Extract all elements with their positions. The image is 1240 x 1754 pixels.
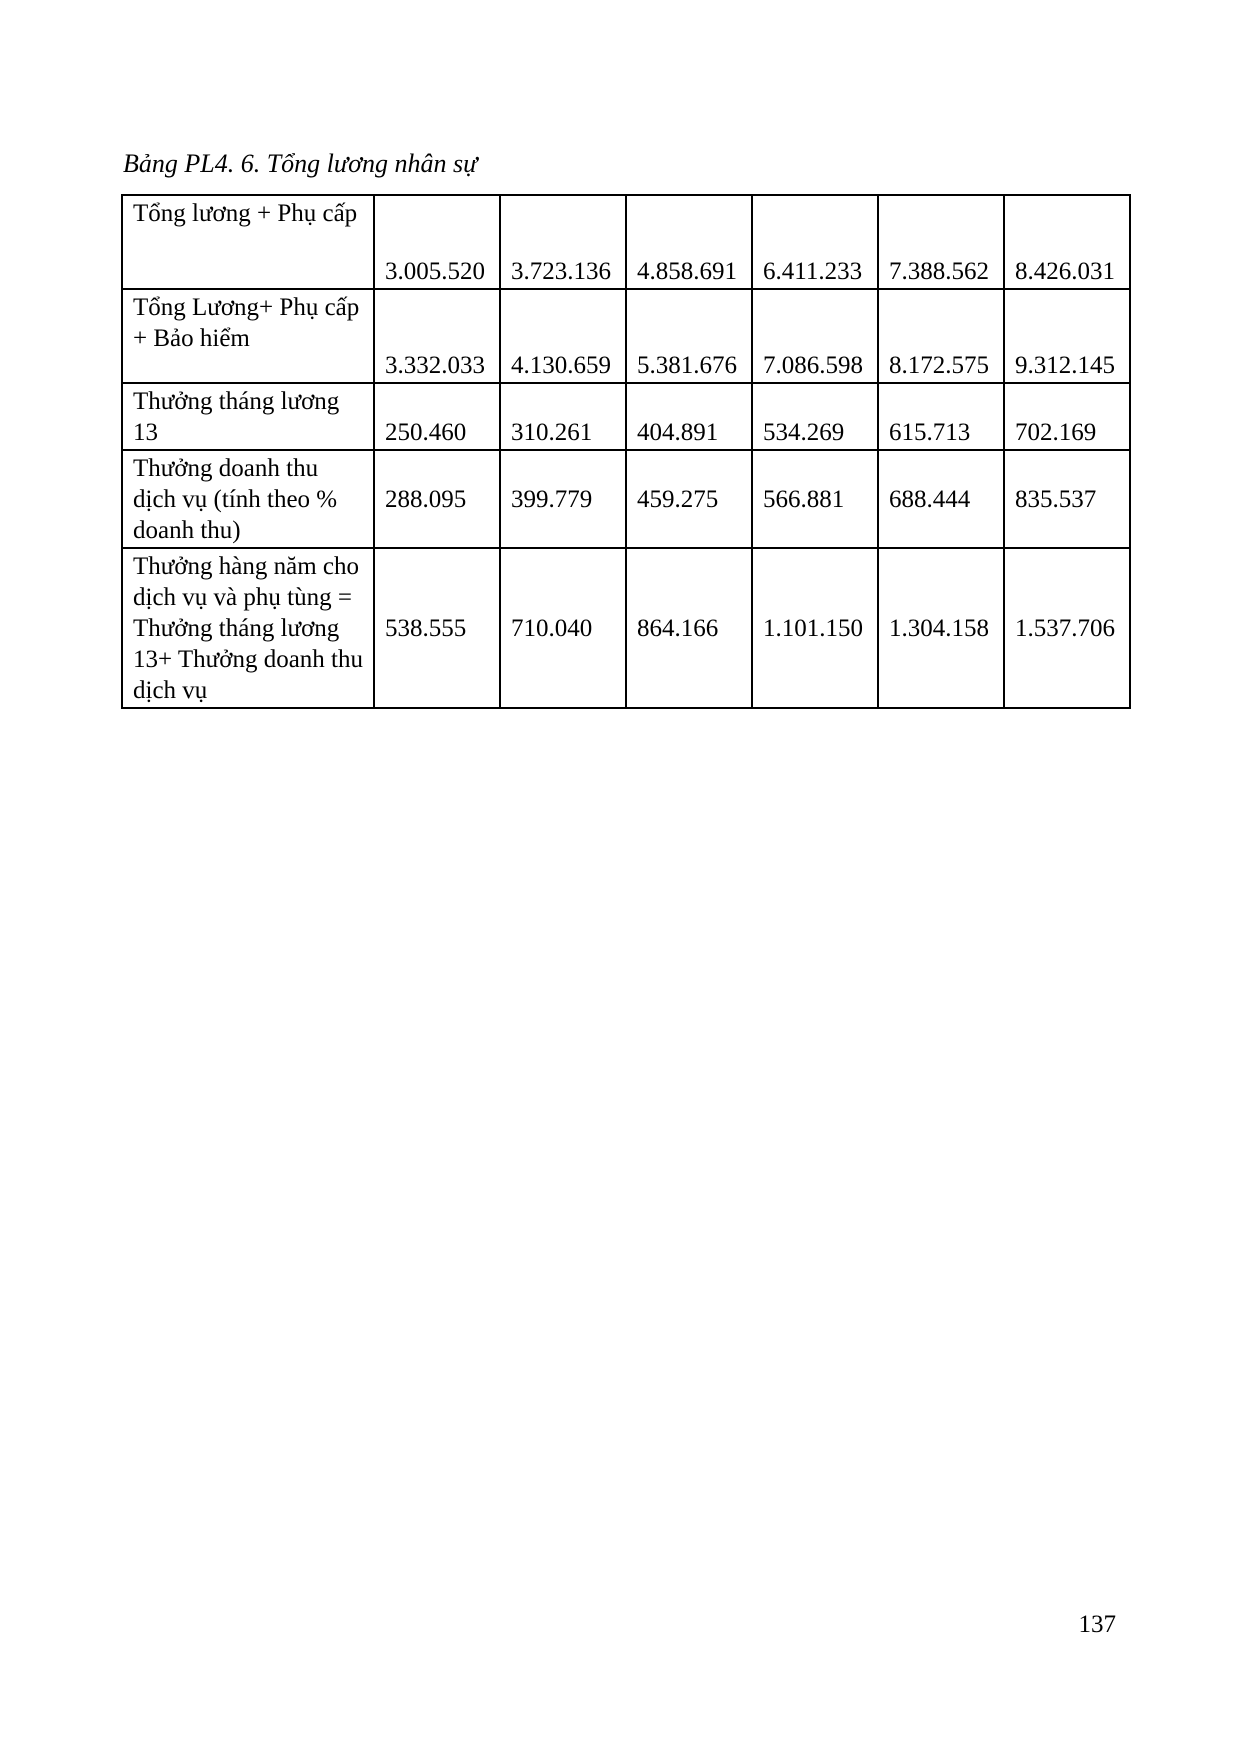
table-cell: 7.388.562 <box>878 195 1004 289</box>
table-cell: 4.130.659 <box>500 289 626 383</box>
table-row <box>122 450 1130 548</box>
table-caption: Bảng PL4. 6. Tổng lương nhân sự <box>123 149 478 178</box>
table-cell: 3.723.136 <box>500 195 626 289</box>
table-cell: 4.858.691 <box>626 195 752 289</box>
table-cell: 6.411.233 <box>752 195 878 289</box>
table-cell: 310.261 <box>500 383 626 450</box>
table-cell: 9.312.145 <box>1004 289 1130 383</box>
payroll-table <box>121 194 1131 709</box>
table-cell: 1.304.158 <box>878 548 1004 708</box>
table-cell: 7.086.598 <box>752 289 878 383</box>
row-label: Tổng Lương+ Phụ cấp + Bảo hiểm <box>122 289 374 383</box>
table-cell: 3.332.033 <box>374 289 500 383</box>
table-cell: 864.166 <box>626 548 752 708</box>
table-row <box>122 548 1130 708</box>
row-label: Thưởng doanh thu dịch vụ (tính theo % doanh thu) <box>122 450 374 548</box>
table-cell: 3.005.520 <box>374 195 500 289</box>
table-cell: 538.555 <box>374 548 500 708</box>
table-cell: 288.095 <box>374 450 500 548</box>
table-cell: 534.269 <box>752 383 878 450</box>
table-cell: 250.460 <box>374 383 500 450</box>
table-row <box>122 383 1130 450</box>
row-label: Tổng lương + Phụ cấp <box>122 195 374 289</box>
row-label: Thưởng tháng lương 13 <box>122 383 374 450</box>
table-cell: 399.779 <box>500 450 626 548</box>
table-cell: 688.444 <box>878 450 1004 548</box>
table-cell: 1.537.706 <box>1004 548 1130 708</box>
table-cell: 459.275 <box>626 450 752 548</box>
table-cell: 566.881 <box>752 450 878 548</box>
table-cell: 835.537 <box>1004 450 1130 548</box>
table-row <box>122 289 1130 383</box>
table-cell: 8.426.031 <box>1004 195 1130 289</box>
row-label: Thưởng hàng năm cho dịch vụ và phụ tùng = Thưởng tháng lương 13+ Thưởng doanh thu dịch vụ <box>122 548 374 708</box>
table-cell: 702.169 <box>1004 383 1130 450</box>
table-cell: 8.172.575 <box>878 289 1004 383</box>
table-row <box>122 195 1130 289</box>
table-cell: 710.040 <box>500 548 626 708</box>
table-cell: 615.713 <box>878 383 1004 450</box>
table-cell: 5.381.676 <box>626 289 752 383</box>
table-cell: 1.101.150 <box>752 548 878 708</box>
table-cell: 404.891 <box>626 383 752 450</box>
page-number: 137 <box>1078 1611 1116 1638</box>
